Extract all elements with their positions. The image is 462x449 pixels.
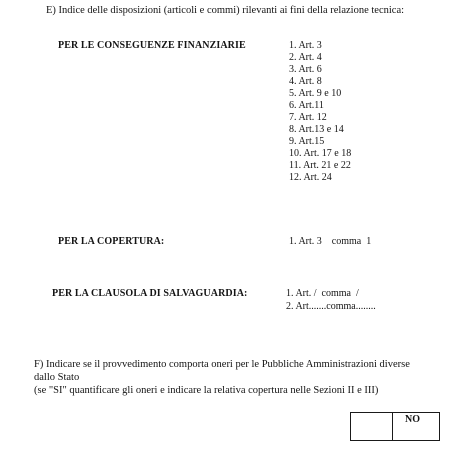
answer-si-box[interactable]	[350, 412, 393, 441]
finanziarie-item: 1. Art. 3	[289, 40, 322, 51]
answer-no-label: NO	[405, 414, 420, 425]
finanziarie-label: PER LE CONSEGUENZE FINANZIARIE	[58, 40, 246, 51]
section-f-line-3: (se "SI" quantificare gli oneri e indicare la relativa copertura nelle Sezioni II e III)	[34, 385, 379, 396]
finanziarie-item: 9. Art.15	[289, 136, 325, 147]
finanziarie-item: 12. Art. 24	[289, 172, 332, 183]
finanziarie-item: 7. Art. 12	[289, 112, 327, 123]
salvaguardia-line-2: 2. Art.......comma........	[286, 301, 376, 312]
finanziarie-item: 10. Art. 17 e 18	[289, 148, 352, 159]
finanziarie-item: 5. Art. 9 e 10	[289, 88, 342, 99]
copertura-value: 1. Art. 3 comma 1	[289, 236, 372, 247]
finanziarie-item: 6. Art.11	[289, 100, 324, 111]
section-f-line-1: F) Indicare se il provvedimento comporta oneri per le Pubbliche Amministrazioni diverse	[34, 359, 410, 370]
finanziarie-item: 11. Art. 21 e 22	[289, 160, 351, 171]
finanziarie-item: 2. Art. 4	[289, 52, 322, 63]
salvaguardia-label: PER LA CLAUSOLA DI SALVAGUARDIA:	[52, 288, 248, 299]
finanziarie-item: 4. Art. 8	[289, 76, 322, 87]
section-f-line-2: dallo Stato	[34, 372, 80, 383]
section-e-heading: E) Indice delle disposizioni (articoli e commi) rilevanti ai fini della relazione tecnica:	[46, 5, 405, 16]
copertura-label: PER LA COPERTURA:	[58, 236, 165, 247]
salvaguardia-line-1: 1. Art. / comma /	[286, 288, 359, 299]
finanziarie-item: 3. Art. 6	[289, 64, 322, 75]
finanziarie-article-list	[289, 40, 351, 184]
finanziarie-item: 8. Art.13 e 14	[289, 124, 344, 135]
